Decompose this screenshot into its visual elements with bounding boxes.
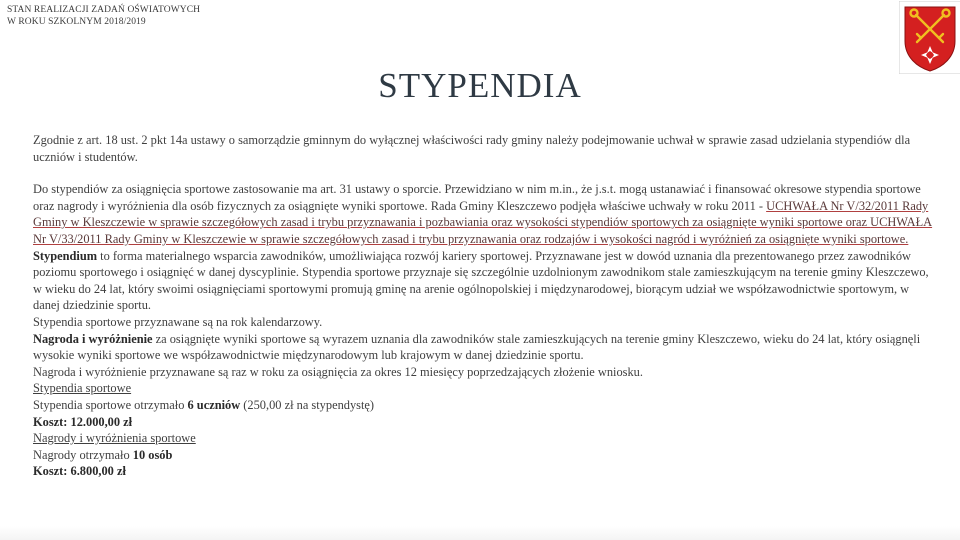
paragraph-intro: Zgodnie z art. 18 ust. 2 pkt 14a ustawy o samorządzie gminnym do wyłącznej właściwości rady gminy należy podejmowanie uchwał w sprawie zasad udzielania stypendiów dla uczniów i studentów. bbox=[33, 133, 911, 164]
nagroda-text: za osiągnięte wyniki sportowe są wyrazem uznania dla zawodników stale zamieszkujących na terenie gminy Kleszczewo, wieku do 24 lat, który osiągnęli wysokie wyniki sportowe we współzawodnictwie międzynarodowym lub krajowym w danej dziedzinie sportu. bbox=[33, 331, 921, 363]
line-yearly: Stypendia sportowe przyznawane są na rok kalendarzowy. bbox=[33, 314, 323, 329]
stypendia-post: (250,00 zł na stypendystę) bbox=[240, 397, 375, 412]
paragraph-sport-intro: Do stypendiów za osiągnięcia sportowe zastosowanie ma art. 31 ustawy o sporcie. Przewidziano w nim m.in., że j.s.t. mogą ustanawiać i finansować okresowe stypendia sportowe oraz nagrody i wyróżnienia dla osób fizycznych za osiągnięte wyniki sportowe. Rada Gminy Kleszczewo podjęła właściwe uchwały w roku 2011 - bbox=[33, 182, 921, 213]
stypendia-pre: Stypendia sportowe otrzymało bbox=[33, 397, 188, 412]
paragraph-stypendium bbox=[33, 248, 933, 314]
line-stypendia-count bbox=[33, 397, 933, 414]
nagrody-cost bbox=[33, 463, 933, 480]
heading-stypendia-sportowe: Stypendia sportowe bbox=[33, 381, 132, 396]
content-body bbox=[33, 132, 933, 480]
link-uchwala-v-32[interactable]: UCHWAŁA Nr V/32/2011 Rady Gminy w Kleszczewie w sprawie szczegółowych zasad i trybu przyznawania i pozbawiania oraz wysokości stypendiów sportowych za osiągnięte wyniki sportowe oraz bbox=[33, 198, 929, 230]
stypendia-count: 6 uczniów bbox=[187, 397, 241, 412]
nagrody-pre: Nagrody otrzymało bbox=[33, 447, 133, 462]
stypendium-bold: Stypendium bbox=[33, 248, 98, 263]
header-note bbox=[7, 4, 307, 28]
bottom-bar bbox=[0, 526, 960, 540]
header-line-2: W ROKU SZKOLNYM 2018/2019 bbox=[7, 17, 146, 27]
page-title: STYPENDIA bbox=[378, 66, 582, 105]
header-line-1: STAN REALIZACJI ZADAŃ OŚWIATOWYCH bbox=[7, 5, 201, 15]
nagroda-bold: Nagroda i wyróżnienie bbox=[33, 331, 153, 346]
stypendia-cost bbox=[33, 414, 933, 431]
line-nagrody-count bbox=[33, 447, 933, 464]
stypendia-cost-value: Koszt: 12.000,00 zł bbox=[33, 414, 133, 429]
coat-of-arms-icon bbox=[899, 1, 960, 74]
stypendium-text: to forma materialnego wsparcia zawodników, umożliwiająca rozwój kariery sportowej. Przyznawane jest w dowód uznania dla prezentowanego przez zawodników poziomu sportowego i osiągnięć w danej dyscyplinie. Stypendia sportowe przyznaje się szczególnie uzdolnionym zawodnikom stale zamieszkującym na terenie gminy Kleszczewo, w wieku do 24 lat, który swoimi osiągnięciami sportowymi promują gminę na arenie ogólnopolskiej i międzynarodowej, biorącym udział we współzawodnictwie sportowym, w danej dziedzinie sportu. bbox=[33, 248, 929, 313]
nagrody-count: 10 osób bbox=[132, 447, 173, 462]
nagrody-cost-value: Koszt: 6.800,00 zł bbox=[33, 464, 126, 479]
link-uchwala-v-33[interactable]: UCHWAŁA Nr V/33/2011 Rady Gminy w Kleszczewie w sprawie szczegółowych zasad i trybu przyznawania oraz rodzajów i wysokości nagród i wyróżnień za osiągnięte wyniki sportowe. bbox=[33, 215, 933, 246]
paragraph-sport bbox=[33, 181, 933, 247]
paragraph-nagroda bbox=[33, 331, 933, 364]
line-nagroda-year: Nagroda i wyróżnienie przyznawane są raz w roku za osiągnięcia za okres 12 miesięcy poprzedzających złożenie wniosku. bbox=[33, 364, 643, 379]
heading-nagrody: Nagrody i wyróżnienia sportowe bbox=[33, 431, 196, 446]
